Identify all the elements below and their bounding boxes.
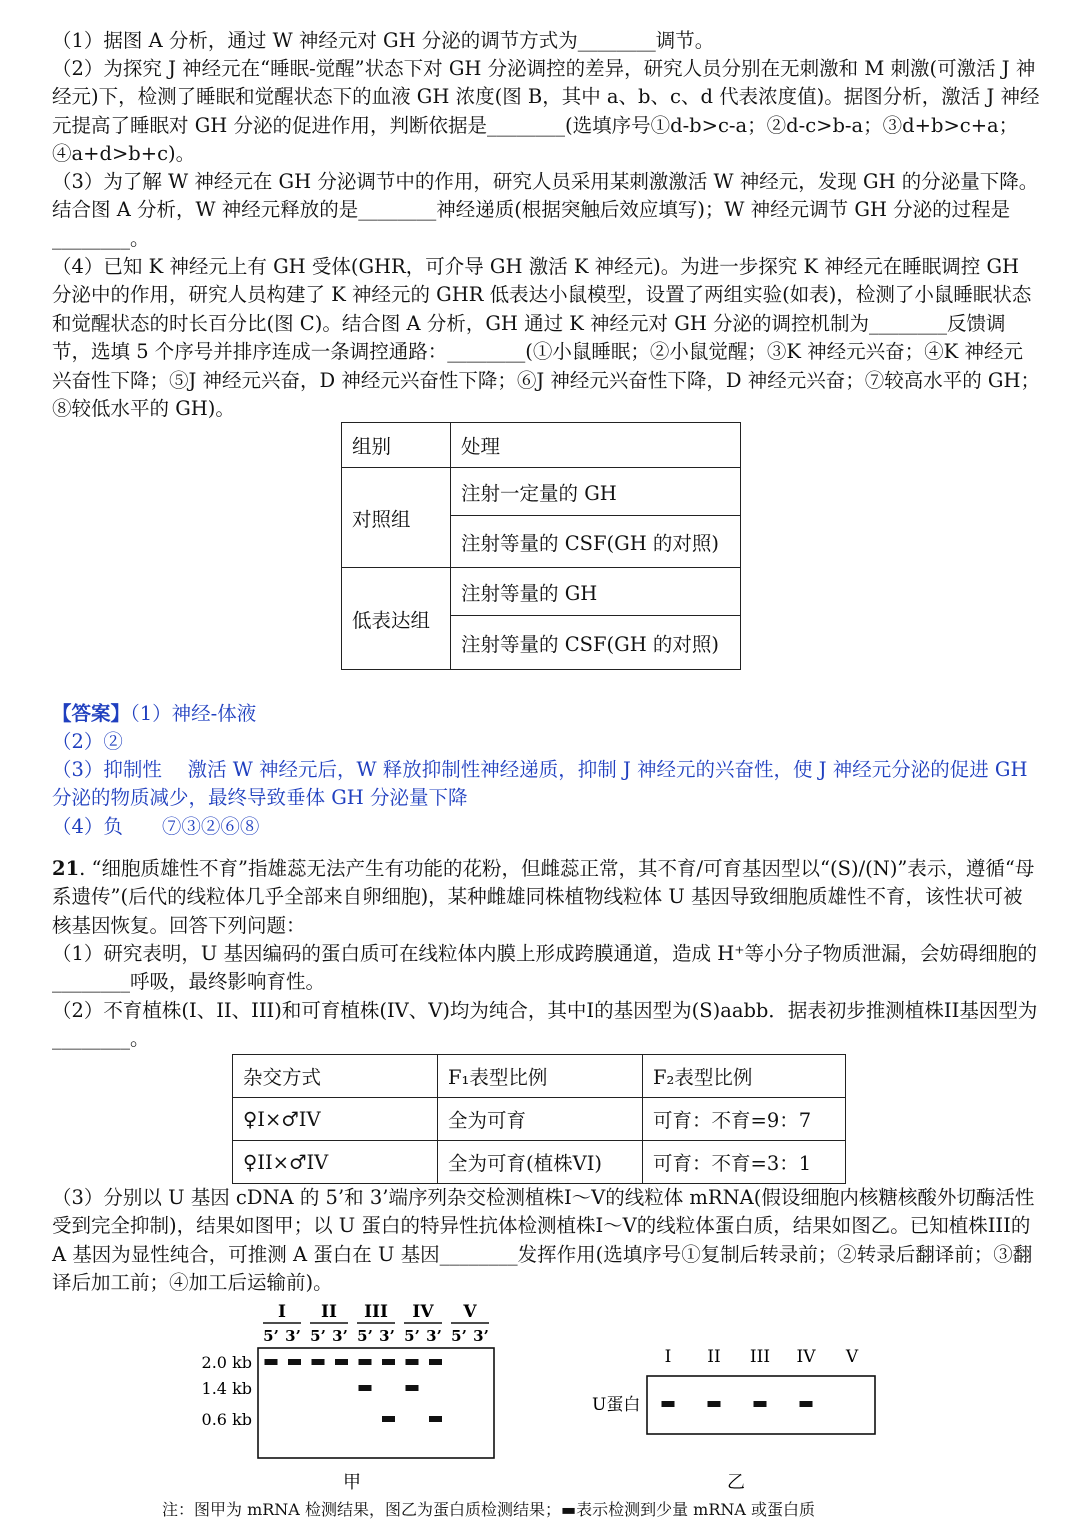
answer-4: （4）负 ⑦③②⑥⑧ [52,815,260,838]
probe-end-label: 5’ [357,1327,373,1345]
probe-end-label: 3’ [426,1327,442,1345]
probe-end-label: 5’ [451,1327,467,1345]
mrna-band [406,1359,419,1365]
table-cell-control: 对照组 [342,468,451,568]
mrna-band [382,1416,395,1422]
size-marker-label: 1.4 kb [201,1379,252,1398]
answer-1: （1）神经-体液 [130,702,257,725]
table-cell: 全为可育(植株VI) [438,1141,643,1184]
lane-label: V [845,1347,859,1367]
figure-caption-jia: 甲 [343,1472,361,1493]
probe-end-label: 5’ [310,1327,326,1345]
probe-end-label: 5’ [404,1327,420,1345]
probe-end-label: 3’ [473,1327,489,1345]
q21-intro: 21. “细胞质雄性不育”指雄蕊无法产生有功能的花粉，但雌蕊正常，其不育/可育基因型以“(S)/(N)”表示，遵循“母系遗传”(后代的线粒体几乎全部来自卵细胞)，某种雌雄同株植物线粒体 U 基因导致细胞质雄性不育，该性状可被核基因恢复。回答下列问题： [52,857,1035,937]
mrna-band [265,1359,278,1365]
q21-part1: （1）研究表明，U 基因编码的蛋白质可在线粒体内膜上形成跨膜通道，造成 H⁺等小分子物质泄漏，会妨碍细胞的________呼吸，最终影响育性。 [52,942,1038,994]
table-cell: 注射等量的 CSF(GH 的对照) [451,616,741,670]
answer-tag: 【答案】 [52,702,131,725]
probe-end-label: 3’ [285,1327,301,1345]
probe-end-label: 5’ [263,1327,279,1345]
table-cell: ♀II×♂IV [233,1141,438,1184]
table-header-group: 组别 [342,423,451,468]
mrna-band [429,1359,442,1365]
figure-caption-yi: 乙 [727,1472,745,1490]
mrna-band [359,1359,372,1365]
q20-part3: （3）为了解 W 神经元在 GH 分泌调节中的作用，研究人员采用某刺激激活 W 神经元，发现 GH 的分泌量下降。结合图 A 分析，W 神经元释放的是________神经递质(根据突触后效应填写)；W 神经元调节 GH 分泌的过程是________。 [52,170,1039,250]
q21-part3: （3）分别以 U 基因 cDNA 的 5’和 3’端序列杂交检测植株I～V的线粒体 mRNA(假设细胞内核糖核酸外切酶活性受到完全抑制)，结果如图甲；以 U 蛋白的特异性抗体检测植株I～V的线粒体蛋白质，结果如图乙。已知植株III的 A 基因为显性纯合，可推测 A 蛋白在 U 基因________发挥作用(选填序号①复制后转录前；②转录后翻译前；③翻译后加工前；④加工后运输前)。 [52,1186,1035,1295]
size-marker-label: 2.0 kb [201,1353,252,1372]
table-cell: 注射等量的 CSF(GH 的对照) [451,516,741,568]
q21-part2: （2）不育植株(I、II、III)和可育植株(IV、V)均为纯合，其中I的基因型为(S)aabb．据表初步推测植株II基因型为________。 [52,999,1038,1051]
lane-label: II [321,1302,337,1322]
table-header-treatment: 处理 [451,423,741,468]
mrna-band [312,1359,325,1365]
answer-3: （3）抑制性 激活 W 神经元后，W 释放抑制性神经递质，抑制 J 神经元的兴奋性，使 J 神经元分泌的促进 GH 分泌的物质减少，最终导致垂体 GH 分泌量下降 [52,758,1028,810]
mrna-band [359,1385,372,1391]
question-number: 21 [52,857,80,880]
mrna-band [335,1359,348,1365]
q20-part2: （2）为探究 J 神经元在“睡眠-觉醒”状态下对 GH 分泌调控的差异，研究人员分别在无刺激和 M 刺激(可激活 J 神经元)下，检测了睡眠和觉醒状态下的血液 GH 浓度(图 B，其中 a、b、c、d 代表浓度值)。据图分析，激活 J 神经元提高了睡眠对 GH 分泌的促进作用，判断依据是________(选填序号①d-b>c-a；②d-c>b-a；③d+b>c+a；④a+d>b+c)。 [52,57,1040,166]
mrna-band [382,1359,395,1365]
q20-part1: （1）据图 A 分析，通过 W 神经元对 GH 分泌的调节方式为________调节。 [52,29,715,52]
lane-label: II [707,1347,721,1367]
lane-label: I [664,1347,672,1367]
protein-band [662,1401,675,1407]
mrna-band [429,1416,442,1422]
table-cell: ♀I×♂IV [233,1098,438,1141]
table-cell: 注射等量的 GH [451,568,741,616]
lane-label: V [463,1302,477,1322]
figure-note: 注：图甲为 mRNA 检测结果，图乙为蛋白质检测结果；▬表示检测到少量 mRNA 或蛋白质 [162,1500,816,1519]
size-marker-label: 0.6 kb [201,1410,252,1429]
table-cell-low-expression: 低表达组 [342,568,451,670]
answer-2: （2）② [52,730,123,753]
q20-group-table [341,422,741,670]
row-label-u-protein: U蛋白 [592,1395,641,1415]
q20-part4: （4）已知 K 神经元上有 GH 受体(GHR，可介导 GH 激活 K 神经元)。为进一步探究 K 神经元在睡眠调控 GH 分泌中的作用，研究人员构建了 K 神经元的 GHR 低表达小鼠模型，设置了两组实验(如表)，检测了小鼠睡眠状态和觉醒状态的时长百分比(图 C)。结合图 A 分析，GH 通过 K 神经元对 GH 分泌的调控机制为________反馈调节，选填 5 个序号并排序连成一条调控通路：________(①小鼠睡眠；②小鼠觉醒；③K 神经元兴奋；④K 神经元兴奋性下降；⑤J 神经元兴奋，D 神经元兴奋性下降；⑥J 神经元兴奋性下降，D 神经元兴奋；⑦较高水平的 GH；⑧较低水平的 GH)。 [52,255,1040,421]
protein-band [754,1401,767,1407]
answer-line-1 [52,700,1042,728]
protein-band [708,1401,721,1407]
table-header: 杂交方式 [233,1055,438,1098]
table-header: F₂表型比例 [643,1055,846,1098]
table-header: F₁表型比例 [438,1055,643,1098]
lane-label: I [278,1302,286,1322]
table-cell: 全为可育 [438,1098,643,1141]
lane-label: III [364,1302,388,1322]
lane-label: III [749,1347,771,1367]
lane-label: IV [412,1302,434,1322]
figure-yi-protein-blot [592,1340,892,1490]
mrna-band [406,1385,419,1391]
probe-end-label: 3’ [332,1327,348,1345]
mrna-band [288,1359,301,1365]
protein-band [800,1401,813,1407]
q21-cross-table [232,1054,846,1184]
lane-label: IV [796,1347,816,1367]
figure-jia-mrna-blot [200,1298,500,1496]
table-cell: 可育：不育=9：7 [643,1098,846,1141]
probe-end-label: 3’ [379,1327,395,1345]
table-cell: 可育：不育=3：1 [643,1141,846,1184]
table-cell: 注射一定量的 GH [451,468,741,516]
